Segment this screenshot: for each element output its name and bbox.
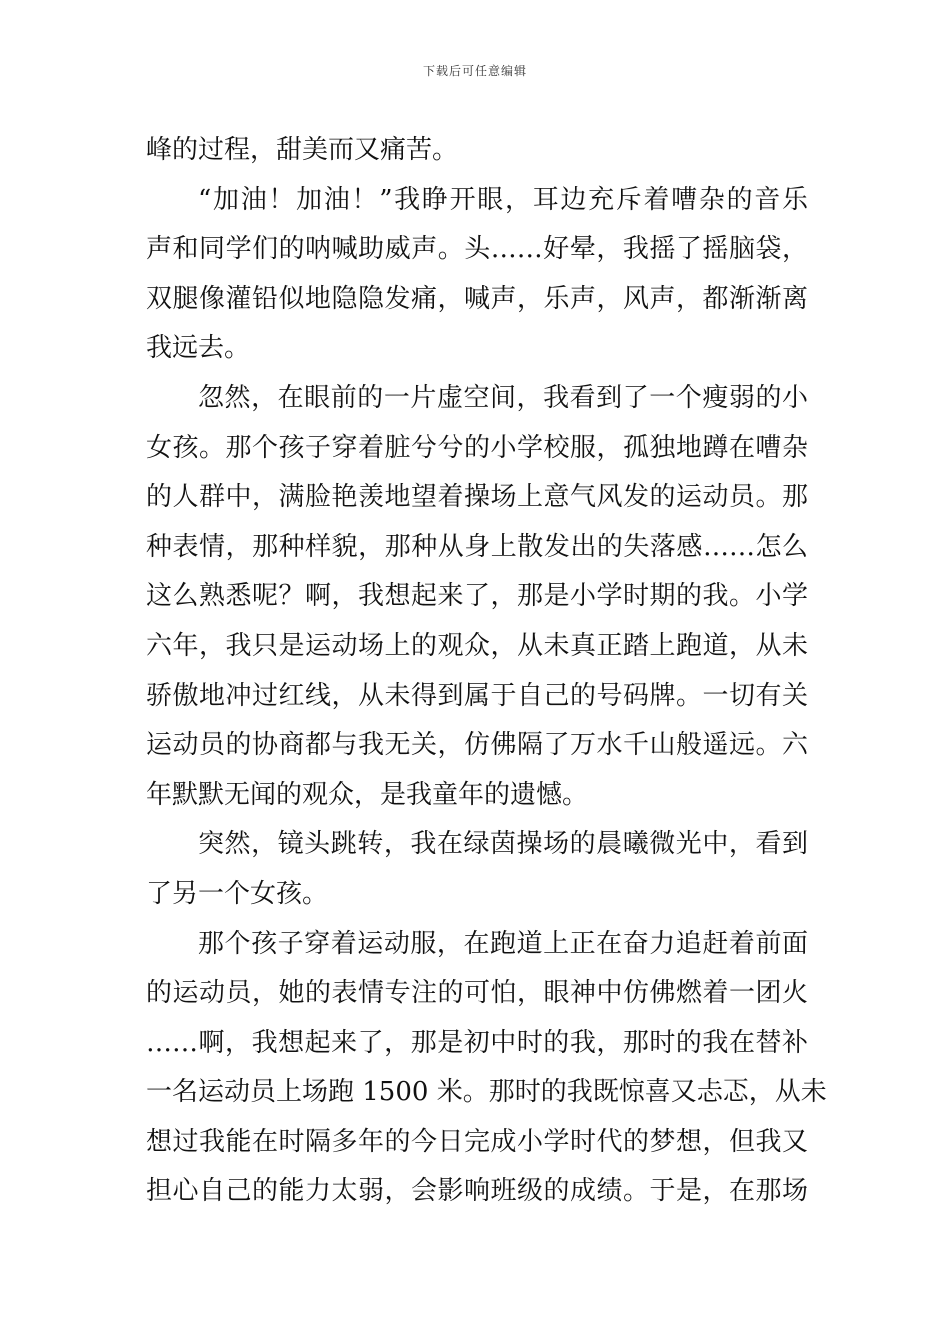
body-text — [146, 126, 827, 1217]
text-line: 骄傲地冲过红线，从未得到属于自己的号码牌。一切有关 — [146, 680, 808, 711]
text-line: 想过我能在时隔多年的今日完成小学时代的梦想，但我又 — [146, 1126, 808, 1157]
text-line: 我远去。 — [146, 333, 251, 364]
text-line: 六年，我只是运动场上的观众，从未真正踏上跑道，从未 — [146, 630, 808, 661]
text-line: 双腿像灌铅似地隐隐发痛，喊声，乐声，风声，都渐渐离 — [146, 283, 808, 314]
text-line: 了另一个女孩。 — [146, 878, 329, 909]
text-line: 突然，镜头跳转，我在绿茵操场的晨曦微光中，看到 — [198, 829, 808, 860]
text-line: ……啊，我想起来了，那是初中时的我，那时的我在替补 — [146, 1027, 808, 1058]
text-line: 年默默无闻的观众，是我童年的遗憾。 — [146, 779, 589, 810]
text-line: 运动员的协商都与我无关，仿佛隔了万水千山般遥远。六 — [146, 730, 808, 761]
text-line: 的运动员，她的表情专注的可怕，眼神中仿佛燃着一团火 — [146, 978, 808, 1009]
text-line: 忽然，在眼前的一片虚空间，我看到了一个瘦弱的小 — [198, 382, 808, 413]
text-line: 女孩。那个孩子穿着脏兮兮的小学校服，孤独地蹲在嘈杂 — [146, 432, 808, 463]
text-line: 声和同学们的呐喊助威声。头……好晕，我摇了摇脑袋， — [146, 234, 808, 265]
text-line: 的人群中，满脸艳羡地望着操场上意气风发的运动员。那 — [146, 482, 808, 513]
text-line: 这么熟悉呢？啊，我想起来了，那是小学时期的我。小学 — [146, 581, 808, 612]
text-line: 种表情，那种样貌，那种从身上散发出的失落感……怎么 — [146, 531, 808, 562]
page-header: 下载后可任意编辑 — [422, 64, 527, 78]
text-line: 那个孩子穿着运动服，在跑道上正在奋力追赶着前面 — [198, 928, 808, 959]
text-line: 一名运动员上场跑 1500 米。那时的我既惊喜又忐忑，从未 — [146, 1077, 827, 1108]
text-line: “加油！加油！”我睁开眼，耳边充斥着嘈杂的音乐 — [198, 184, 808, 215]
text-line: 峰的过程，甜美而又痛苦。 — [146, 135, 459, 165]
text-line: 担心自己的能力太弱，会影响班级的成绩。于是，在那场 — [146, 1176, 808, 1207]
